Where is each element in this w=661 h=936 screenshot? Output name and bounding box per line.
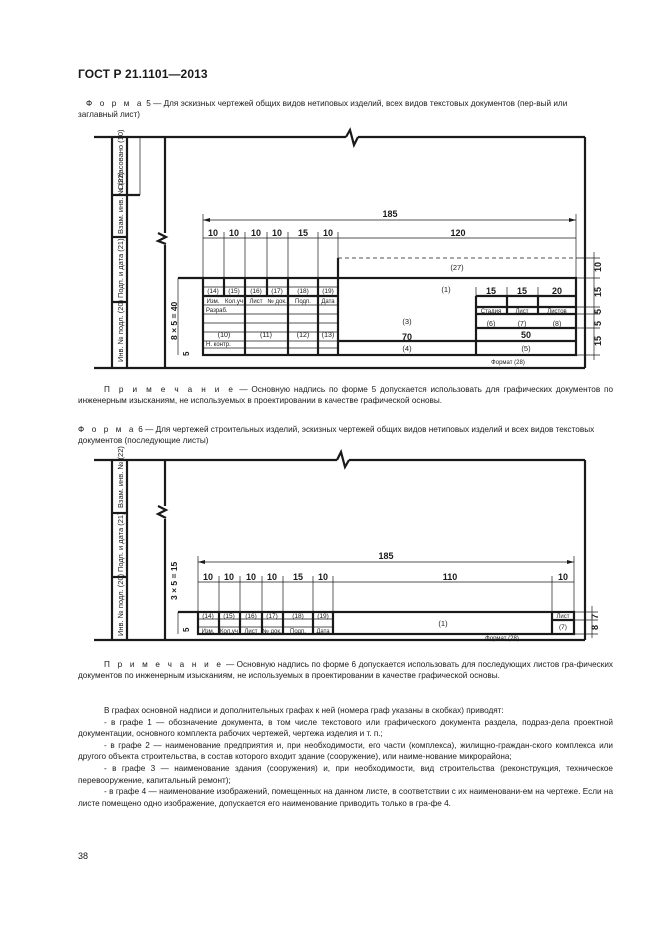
- form5-g11: (11): [260, 332, 272, 339]
- form5-g9: (5): [521, 344, 531, 353]
- note6: [78, 659, 613, 681]
- form6-left-col-2: Подп. и дата (21): [116, 512, 125, 572]
- form6-rownum-15: (15): [223, 613, 235, 620]
- form5-g10: (10): [217, 332, 231, 339]
- body-g2: - в графе 2 — наименование предприятия и, при необходимости, его части (комплекса), жилищно-граждан-ского комплекса или другого объекта строительства, в состав которого входит здание (сооружение), или наиме-нование микрорайона;: [78, 740, 613, 762]
- form6-head-data: Дата: [316, 629, 330, 635]
- form5-g8: (8): [552, 321, 562, 328]
- form6-list: Лист: [556, 614, 570, 620]
- form5-dim-10-a: 10: [207, 228, 219, 238]
- form6-dim-10-f: 10: [557, 572, 569, 582]
- form5-g13: (13): [321, 332, 335, 339]
- form6-left-col-3: Инв. № подл. (20): [116, 573, 125, 636]
- form6-g1: (1): [438, 619, 448, 628]
- form6-dim-110: 110: [442, 572, 458, 582]
- form5-g7: (7): [517, 321, 527, 328]
- form6-caption-text: 6 — Для чертежей строительных изделий, эскизных чертежей общих видов нетиповых изделий и всех видов текстовых документов (последующие листы): [78, 425, 595, 445]
- form5-head-koluch: Кол.уч: [225, 299, 243, 305]
- form5-head-list: Лист: [249, 299, 263, 305]
- form5-dim-50: 50: [520, 330, 532, 340]
- form6-dim-10-a: 10: [202, 572, 214, 582]
- note5-text: — Основную надпись по форме 5 допускается использовать для графических документов по инженерным изысканиям, не используемых в проектировании в качестве графической основы.: [78, 385, 613, 405]
- form6-rownum-19: (19): [317, 613, 329, 620]
- form5-dim-70: 70: [401, 332, 413, 342]
- form5-g6: (6): [486, 321, 496, 328]
- form5-head-izm: Изм.: [206, 299, 220, 305]
- form5-g3: (3): [402, 317, 412, 326]
- note6-word: П р и м е ч а н и е: [104, 660, 224, 669]
- form6-dim-5: 5: [182, 627, 191, 632]
- form5-caption-text: 5 — Для эскизных чертежей общих видов нетиповых изделий, всех видов текстовых документов (пер-вый или заглавный лист): [78, 99, 568, 119]
- form5-left-col-4: Инв. № подл. (20): [116, 299, 125, 362]
- form5-stadiya: Стадия: [480, 309, 502, 315]
- form5-format: Формат (28): [491, 360, 525, 366]
- body-g4: - в графе 4 — наименование изображений, помещенных на данном листе, в соответствии с их наименовани-ем на чертеже. Если на листе помещено одно изображение, допускается его наименование приводить только в гра-фе 4.: [78, 787, 613, 808]
- form6-caption-word: Ф о р м а: [78, 425, 137, 434]
- form5-dim-10-c: 10: [250, 228, 262, 238]
- form6-head-izm: Изм.: [201, 629, 215, 635]
- form5-left-col-3: Подп. и дата (21): [116, 238, 125, 298]
- form5-head-podp: Подп.: [295, 299, 311, 305]
- form5-g12: (12): [296, 332, 310, 339]
- form6-dim-10-d: 10: [266, 572, 278, 582]
- form5-caption-word: Ф о р м а: [86, 99, 145, 108]
- form5-dim-15a: 15: [485, 286, 497, 296]
- form5-dim-10-e: 10: [322, 228, 334, 238]
- form6-rownum-14: (14): [202, 613, 214, 620]
- form5-rdim-5a: 5: [593, 308, 603, 314]
- form5-rownum-18: (18): [297, 288, 309, 295]
- form5-dim-15: 15: [297, 228, 309, 238]
- form5-g1: (1): [441, 285, 451, 294]
- note6-text: — Основную надпись по форме 6 допускается использовать для последующих листов гра-фических документов по инженерным изысканиям, не используемых в проектировании в качестве графической основы.: [78, 660, 613, 680]
- form5-g4: (4): [402, 344, 412, 353]
- form5-dim-5: 5: [182, 351, 191, 356]
- form5-head-data: Дата: [321, 299, 335, 305]
- body-g3: - в графе 3 — наименование здания (сооружения) и, при необходимости, вид строительства (реконструкция, техническое перевооружение, капитальный ремонт);: [78, 763, 613, 785]
- form6-rownum-18: (18): [292, 613, 304, 620]
- form6-dim-185-label: 185: [378, 551, 394, 561]
- form5-dim-10-d: 10: [271, 228, 283, 238]
- form5-dim-10-b: 10: [228, 228, 240, 238]
- form5-dim-20: 20: [551, 286, 563, 296]
- form6-rdim-8: 8: [590, 624, 600, 630]
- form5-rdim-15a: 15: [593, 286, 603, 297]
- note5-word: П р и м е ч а н и е: [104, 385, 236, 394]
- form5-rdim-10: 10: [593, 261, 603, 272]
- form6-head-koluch: Кол.уч: [220, 629, 238, 635]
- page-number: 38: [78, 851, 89, 861]
- form5-nkontr: Н. контр.: [206, 342, 231, 348]
- form5-rdim-5b: 5: [593, 320, 603, 326]
- form6-head-list: Лист: [244, 629, 258, 635]
- form5-listov: Листов: [547, 309, 567, 315]
- form6-left-col-1: Взам. инв. № (22): [116, 446, 125, 508]
- form6-rdim-7: 7: [590, 613, 600, 619]
- form5-rownum-19: (19): [322, 288, 334, 295]
- form5-dim-15b: 15: [516, 286, 528, 296]
- form6-dims-top: [198, 572, 574, 612]
- form5-rownum-17: (17): [271, 288, 283, 295]
- form6-dim-side: 3 × 5 = 15: [169, 561, 179, 600]
- form6-dim-10-b: 10: [223, 572, 235, 582]
- form5-left-col-2: Взам. инв. № (22): [116, 172, 125, 234]
- form6-dim-10-c: 10: [245, 572, 257, 582]
- form6-head-podp: Подп.: [290, 629, 306, 635]
- form5-head-doc: № док.: [267, 299, 287, 305]
- body-text: [78, 705, 613, 809]
- document-header: ГОСТ Р 21.1101—2013: [78, 67, 208, 81]
- body-intro: В графах основной надписи и дополнительных графах к ней (номера граф указаны в скобках) приводят:: [104, 706, 504, 715]
- form5-rownum-15: (15): [228, 288, 240, 295]
- form5-rownum-14: (14): [207, 288, 219, 295]
- form5-rownum-16: (16): [250, 288, 262, 295]
- form6-rownum-17: (17): [266, 613, 278, 620]
- form5-dim-120: 120: [450, 228, 466, 238]
- form6-format: Формат (28): [485, 636, 519, 642]
- body-g1: - в графе 1 — обозначение документа, в том числе текстового или графического документа раздела, подраз-дела проектной документации, основного комплекта рабочих чертежей, чертежа изделия и т. п.;: [78, 717, 613, 739]
- form5-list: Лист: [515, 309, 529, 315]
- form6-g7: (7): [559, 624, 567, 631]
- form6-right-dims: [574, 606, 600, 638]
- form5-dim-185-label: 185: [382, 209, 398, 219]
- form5-razrab: Разраб.: [206, 308, 228, 314]
- form6-rownum-16: (16): [245, 613, 257, 620]
- form5-dim-side: 8 × 5 = 40: [169, 301, 179, 340]
- form6-dim-15: 15: [292, 572, 304, 582]
- form5-g27: (27): [450, 263, 464, 272]
- form5-left-col-1: Согласовано (10): [116, 129, 125, 190]
- form6-dim-10-e: 10: [317, 572, 329, 582]
- form6-head-doc: № док.: [262, 629, 282, 635]
- form5-rdim-15b: 15: [593, 335, 603, 346]
